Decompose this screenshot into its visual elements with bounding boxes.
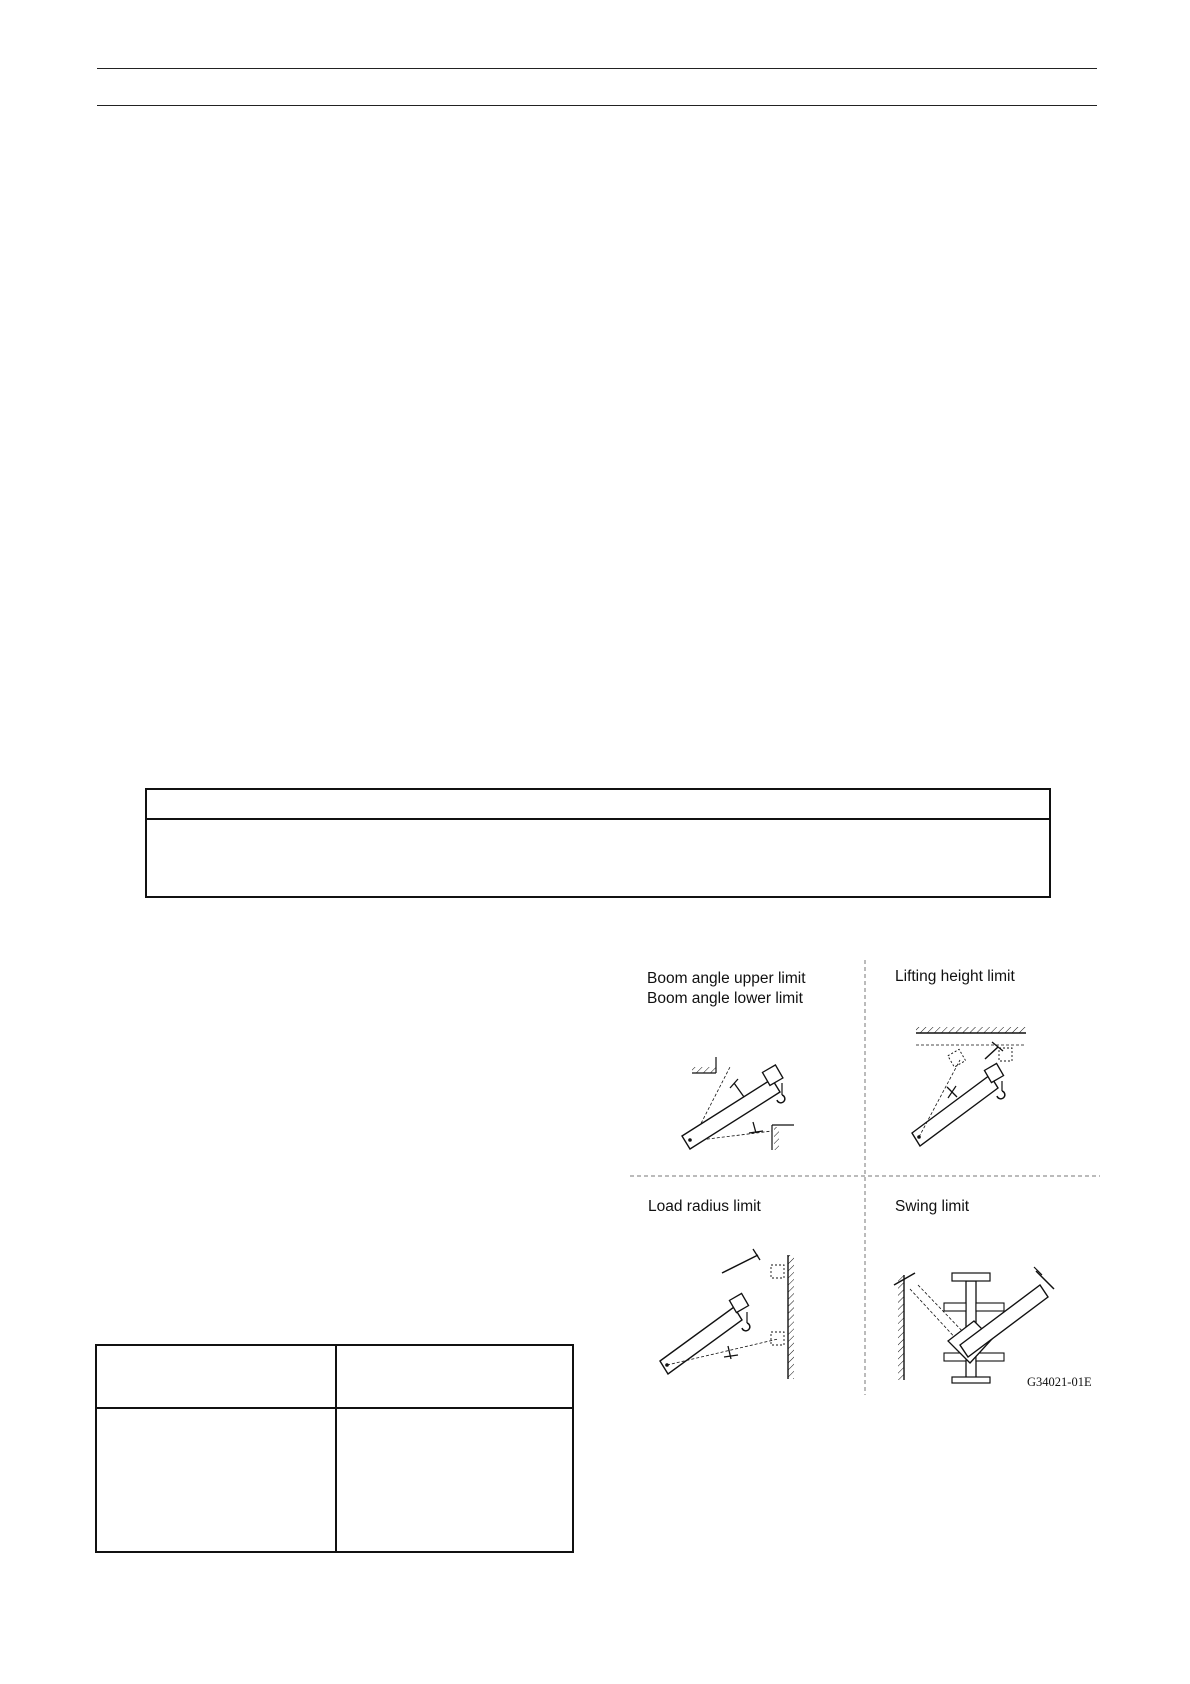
- label-load-radius: Load radius limit: [648, 1198, 761, 1215]
- data-table: [95, 1344, 574, 1553]
- swing-diagram: [894, 1267, 1054, 1383]
- table-header-cell-1: [97, 1346, 335, 1407]
- lifting-height-diagram: [912, 1027, 1026, 1146]
- boom-angle-diagram: [682, 1057, 794, 1150]
- label-swing: Swing limit: [895, 1198, 970, 1215]
- load-radius-diagram: [660, 1249, 794, 1379]
- table-header-cell-2: [337, 1346, 572, 1407]
- working-range-limit-figure: [630, 955, 1100, 1395]
- header-rule-top: [97, 68, 1097, 69]
- label-boom-angle-upper: Boom angle upper limit: [647, 970, 806, 987]
- notice-box-header: [147, 790, 1049, 820]
- header-rule-bottom: [97, 105, 1097, 106]
- label-lifting-height: Lifting height limit: [895, 968, 1015, 985]
- notice-box: [145, 788, 1051, 898]
- table-body-cell-2: [337, 1409, 572, 1551]
- label-boom-angle-lower: Boom angle lower limit: [647, 990, 803, 1007]
- notice-box-body: [147, 820, 1049, 896]
- table-body-cell-1: [97, 1409, 335, 1551]
- figure-code: G34021-01E: [1027, 1375, 1092, 1389]
